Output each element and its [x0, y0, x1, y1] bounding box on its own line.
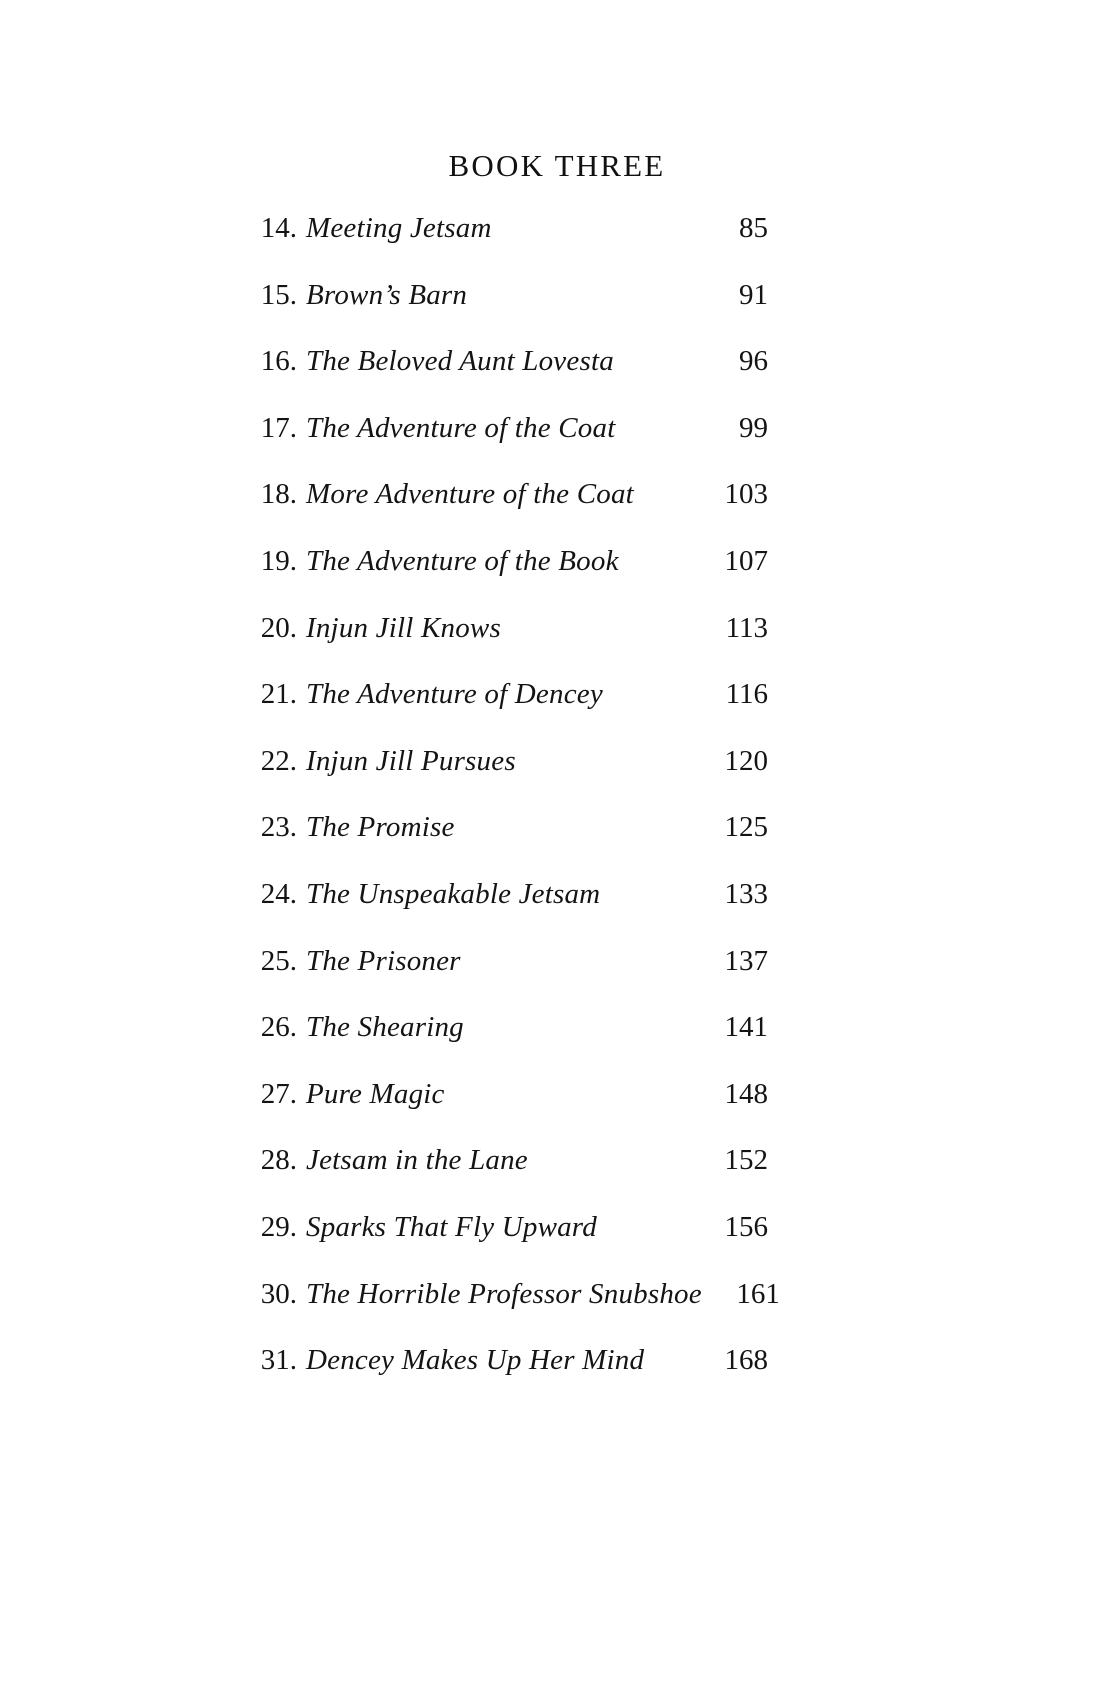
chapter-number: 30. [260, 1277, 297, 1310]
list-item [248, 878, 768, 945]
chapter-page: 107 [724, 544, 768, 577]
chapter-page: 99 [739, 411, 768, 444]
chapter-page: 156 [724, 1210, 768, 1243]
list-item [248, 745, 768, 812]
list-item [248, 1144, 768, 1211]
list-item [248, 811, 768, 878]
chapter-number: 18. [260, 478, 297, 511]
chapter-page: 85 [739, 212, 768, 244]
chapter-title: Brown’s Barn [306, 278, 468, 311]
chapter-page: 116 [725, 678, 768, 711]
page-title: BOOK THREE [448, 148, 666, 183]
chapter-title: The Promise [306, 811, 455, 844]
chapter-page: 96 [739, 345, 768, 378]
chapter-title: The Adventure of the Coat [306, 411, 616, 444]
chapter-page: 103 [724, 478, 768, 511]
chapter-number: 28. [260, 1144, 297, 1177]
chapter-number: 23. [260, 811, 297, 844]
chapter-title: Dencey Makes Up Her Mind [306, 1344, 645, 1377]
chapter-title: The Beloved Aunt Lovesta [306, 345, 614, 378]
chapter-page: 152 [724, 1144, 768, 1177]
chapter-title: The Horrible Professor Snubshoe [306, 1277, 702, 1310]
chapter-page: 141 [724, 1011, 768, 1044]
chapter-title: Jetsam in the Lane [306, 1144, 528, 1177]
chapter-number: 24. [260, 877, 297, 910]
chapter-number: 17. [260, 411, 297, 444]
chapter-title: The Shearing [306, 1011, 464, 1044]
chapter-number: 15. [260, 278, 297, 311]
list-item [248, 1277, 780, 1345]
chapter-number: 29. [260, 1210, 297, 1243]
list-item [248, 345, 768, 412]
chapter-page: 91 [739, 278, 768, 311]
list-item [248, 1011, 768, 1078]
chapter-title: Injun Jill Pursues [306, 744, 516, 777]
chapter-page: 137 [724, 944, 768, 977]
list-item [248, 412, 768, 479]
list-item [248, 279, 768, 346]
list-item [248, 212, 768, 279]
chapter-number: 25. [260, 944, 297, 977]
chapter-number: 21. [260, 678, 297, 711]
chapter-number: 26. [260, 1011, 297, 1044]
chapter-number: 20. [260, 611, 297, 644]
list-item [248, 945, 768, 1012]
chapter-page: 148 [724, 1077, 768, 1110]
chapter-page: 161 [736, 1277, 780, 1310]
chapter-number: 19. [260, 544, 297, 577]
chapter-number: 22. [260, 744, 297, 777]
chapter-page: 168 [724, 1344, 768, 1377]
chapter-page: 125 [724, 811, 768, 844]
chapter-title: Pure Magic [306, 1077, 445, 1110]
list-item [248, 478, 768, 545]
chapter-title: More Adventure of the Coat [306, 478, 634, 511]
chapter-number: 14. [260, 212, 297, 244]
list-item [248, 1344, 768, 1411]
list-item [248, 678, 768, 745]
chapter-number: 31. [260, 1344, 297, 1377]
chapter-page: 133 [724, 877, 768, 910]
chapter-title: The Adventure of Dencey [306, 678, 603, 711]
chapter-title: Injun Jill Knows [306, 611, 501, 644]
list-item [248, 612, 768, 679]
chapter-number: 16. [260, 345, 297, 378]
chapter-title: The Unspeakable Jetsam [306, 877, 601, 910]
table-of-contents [248, 212, 780, 1411]
chapter-title: Sparks That Fly Upward [306, 1210, 597, 1243]
list-item [248, 1078, 768, 1145]
list-item [248, 1211, 768, 1278]
list-item [248, 545, 768, 612]
chapter-page: 113 [725, 611, 768, 644]
chapter-title: Meeting Jetsam [306, 212, 492, 244]
chapter-page: 120 [724, 744, 768, 777]
chapter-title: The Adventure of the Book [306, 544, 619, 577]
chapter-title: The Prisoner [306, 944, 461, 977]
chapter-number: 27. [260, 1077, 297, 1110]
